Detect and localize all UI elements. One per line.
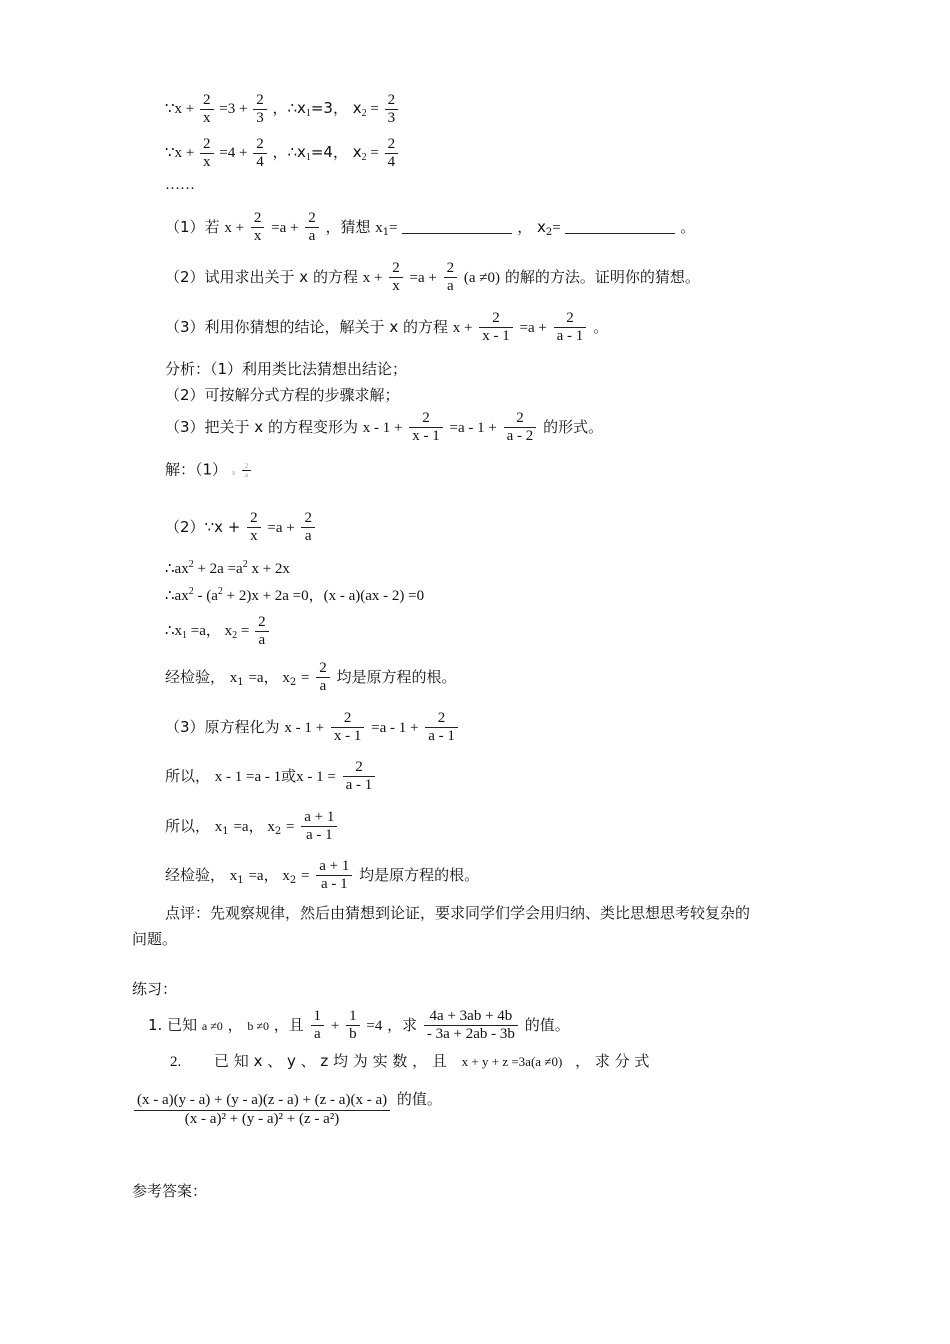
step-3: $\therefore ax^2 + 2a =a^2$ x + 2x xyxy=(165,559,290,577)
fraction: $\frac{2}{x}$ xyxy=(200,92,214,128)
exercise-2-fraction: $\frac{(x - a)(y - a) + (y - a)(z - a) + (z - a)(x - a)}{\text{(x - a)² + (y - a)² + (z - a²)}}$ 的值。 xyxy=(132,1092,442,1128)
solution-1: 解：（1） a $\frac{2}{a}$ xyxy=(165,462,253,479)
step-5: $\therefore x_1 =a$， $x_2$ = $\frac{2}{a}$ xyxy=(165,614,271,650)
practice-heading: 练习： xyxy=(132,980,178,998)
so-1: 所以， x - 1 =a - 1或x - 1 = $\frac{2}{a - 1}$ xyxy=(165,759,377,795)
example-line-2: ∵x + $\frac{2}{x}$ =4 + $\frac{2}{4}$ ，$\therefore x_1=4$， $x_2$ = $\frac{2}{4}$ xyxy=(165,136,400,172)
so-2: 所以， $x_1 =a$， $x_2$ = $\frac{a + 1}{a - 1}$ xyxy=(165,809,339,845)
analysis-3: （3）把关于 x 的方程变形为 x - 1 + $\frac{2}{x - 1}$ =a - 1 + $\frac{2}{a - 2}$ 的形式。 xyxy=(165,410,604,445)
exercise-1: 1. 已知 a ≠0 ， b ≠0 ，且 $\frac{1}{a}$ + $\frac{1}{b}$ =4 ，求 $\frac{4a + 3ab + 4b}{- 3a + 2ab - 3b}$ 的值。 xyxy=(148,1008,570,1043)
comment-line-2: 问题。 xyxy=(132,930,178,948)
answer-blank-2 xyxy=(565,221,675,234)
ellipsis: …… xyxy=(165,177,195,193)
question-2: （2）试用求出关于 x 的方程 x + $\frac{2}{x}$ =a + $\frac{2}{a}$ (a ≠0) 的解的方法。证明你的猜想。 xyxy=(165,260,700,295)
example-line-1: ∵x + $\frac{2}{x}$ =3 + $\frac{2}{3}$ ，$\therefore x_1=3$， $x_2$ = $\frac{2}{3}$ xyxy=(165,92,400,128)
question-1: （1）若 x + $\frac{2}{x}$ =a + $\frac{2}{a}$ ，猜想 $x_1=$ ， $x_2=$ 。 xyxy=(165,210,696,245)
step-4: $\therefore ax^2 - (a^2 + 2)x + 2a =0$，(x - a)(ax - 2) =0 xyxy=(165,586,425,604)
solution-2: （2）∵x + $\frac{2}{x}$ =a + $\frac{2}{a}$ xyxy=(165,510,317,546)
analysis-1: 分析：（1）利用类比法猜想出结论； xyxy=(165,360,408,378)
part-3: （3）原方程化为 x - 1 + $\frac{2}{x - 1}$ =a - 1 + $\frac{2}{a - 1}$ xyxy=(165,710,460,746)
answer-blank-1 xyxy=(402,221,512,234)
reference-answers-heading: 参考答案： xyxy=(132,1182,208,1200)
question-3: （3）利用你猜想的结论，解关于 x 的方程 x + $\frac{2}{x - 1}$ =a + $\frac{2}{a - 1}$ 。 xyxy=(165,310,609,345)
analysis-2: （2）可按解分式方程的步骤求解； xyxy=(165,386,400,404)
comment-line-1: 点评：先观察规律，然后由猜想到论证，要求同学们学会用归纳、类比思想思考较复杂的 xyxy=(165,904,751,922)
check-2: 经检验， $x_1 =a$， $x_2$ = $\frac{a + 1}{a - 1}$ 均是原方程的根。 xyxy=(165,858,480,893)
exercise-2: 2. 已 知 x 、 y 、 z 均 为 实 数 ， 且 x + y + z =3a(a ≠0) ， 求 分 式 xyxy=(170,1052,650,1070)
check-1: 经检验， $x_1 =a$， $x_2$ = $\frac{2}{a}$ 均是原方程的根。 xyxy=(165,660,457,695)
